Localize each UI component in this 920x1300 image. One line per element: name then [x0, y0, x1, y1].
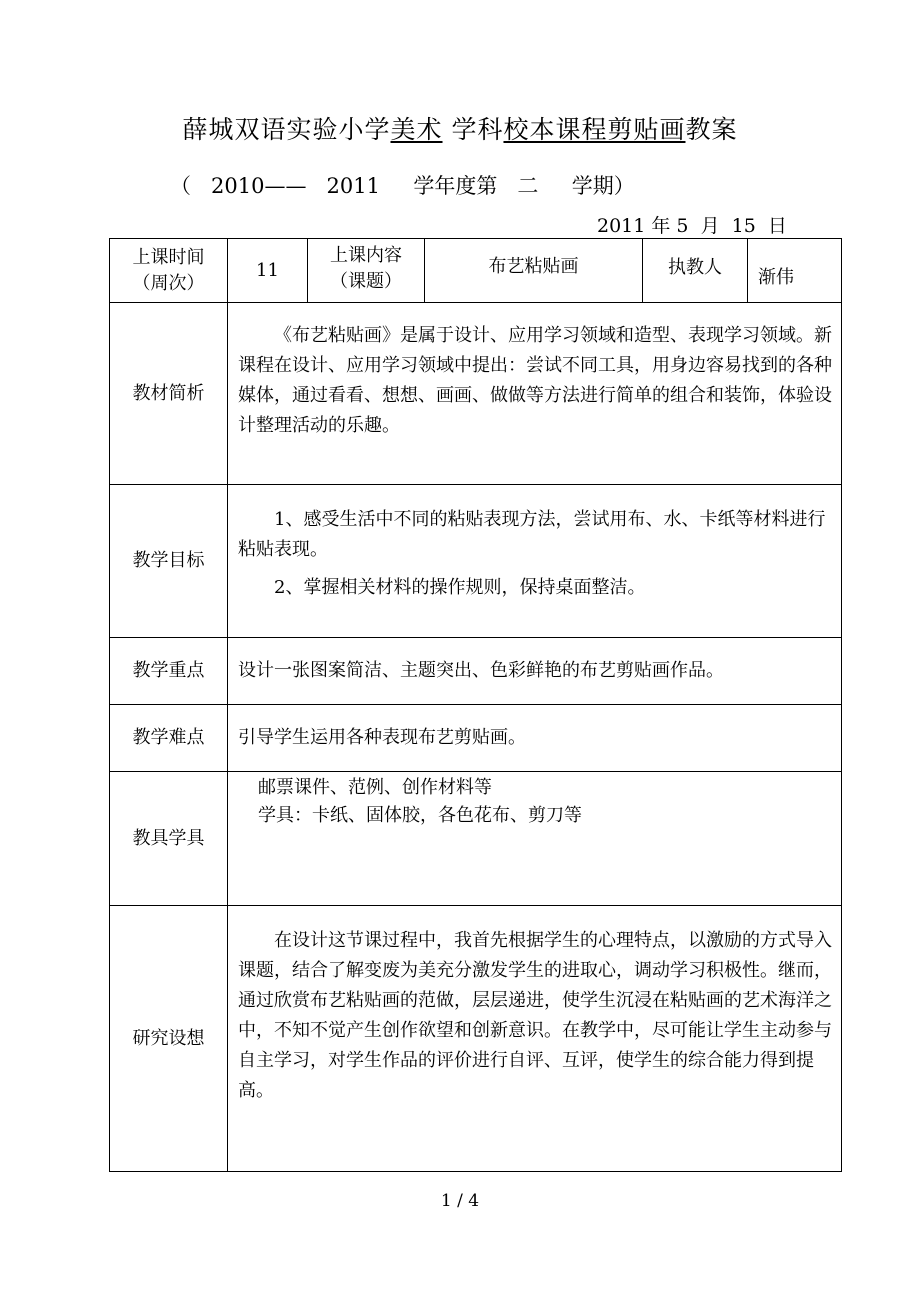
- teacher-name: 渐伟: [748, 239, 842, 303]
- row-analysis: [110, 303, 842, 485]
- document-title: [0, 110, 920, 146]
- time-label: 上课时间 （周次）: [110, 239, 228, 303]
- analysis-label: 教材简析: [110, 303, 228, 485]
- research-text: 在设计这节课过程中，我首先根据学生的心理特点，以激励的方式导入课题，结合了解变废为美充分激发学生的进取心，调动学习积极性。继而，通过欣赏布艺粘贴画的范做，层层递进，使学生沉浸在粘贴画的艺术海洋之中，不知不觉产生创作欲望和创新意识。在教学中，尽可能让学生主动参与自主学习，对学生作品的评价进行自评、互评，使学生的综合能力得到提高。: [238, 930, 832, 1101]
- teacher-label: 执教人: [643, 239, 748, 303]
- week-value: 11: [228, 239, 308, 303]
- goal-2: 2、掌握相关材料的操作规则，保持桌面整洁。: [274, 577, 646, 598]
- term-line: （ 2010—— 2011 学年度第 二 学期）: [170, 174, 635, 198]
- row-research: [110, 906, 842, 1172]
- title-suffix: 教案: [685, 115, 738, 144]
- header-row: [110, 239, 842, 303]
- tools-line-1: 邮票课件、范例、创作材料等: [258, 777, 492, 798]
- research-label: 研究设想: [110, 906, 228, 1172]
- title-course: 校本课程剪贴画: [503, 115, 686, 144]
- difficulty-text: 引导学生运用各种表现布艺剪贴画。: [238, 727, 526, 748]
- tools-label: 教具学具: [110, 772, 228, 906]
- difficulty-label: 教学难点: [110, 705, 228, 772]
- lesson-plan-table: [109, 238, 842, 1172]
- date-line: 2011 年 5 月 15 日: [597, 215, 787, 237]
- row-goals: [110, 485, 842, 638]
- key-text: 设计一张图案简洁、主题突出、色彩鲜艳的布艺剪贴画作品。: [238, 660, 724, 681]
- row-key: [110, 638, 842, 705]
- row-tools: [110, 772, 842, 906]
- key-label: 教学重点: [110, 638, 228, 705]
- page-number: 1 / 4: [440, 1191, 480, 1211]
- title-school: 薛城双语实验小学: [182, 115, 391, 144]
- row-difficulty: [110, 705, 842, 772]
- topic-value: 布艺粘贴画: [425, 239, 643, 303]
- title-subject-suffix: 学科: [442, 115, 504, 144]
- goals-label: 教学目标: [110, 485, 228, 638]
- content-label: 上课内容 （课题）: [308, 239, 425, 303]
- title-subject: 美术: [390, 115, 443, 144]
- goal-1: 1、感受生活中不同的粘贴表现方法，尝试用布、水、卡纸等材料进行粘贴表现。: [238, 509, 826, 560]
- analysis-text: 《布艺粘贴画》是属于设计、应用学习领域和造型、表现学习领域。新课程在设计、应用学习领域中提出：尝试不同工具，用身边容易找到的各种媒体，通过看看、想想、画画、做做等方法进行简单的组合和装饰，体验设计整理活动的乐趣。: [238, 325, 832, 436]
- tools-line-2: 学具：卡纸、固体胶，各色花布、剪刀等: [258, 805, 582, 826]
